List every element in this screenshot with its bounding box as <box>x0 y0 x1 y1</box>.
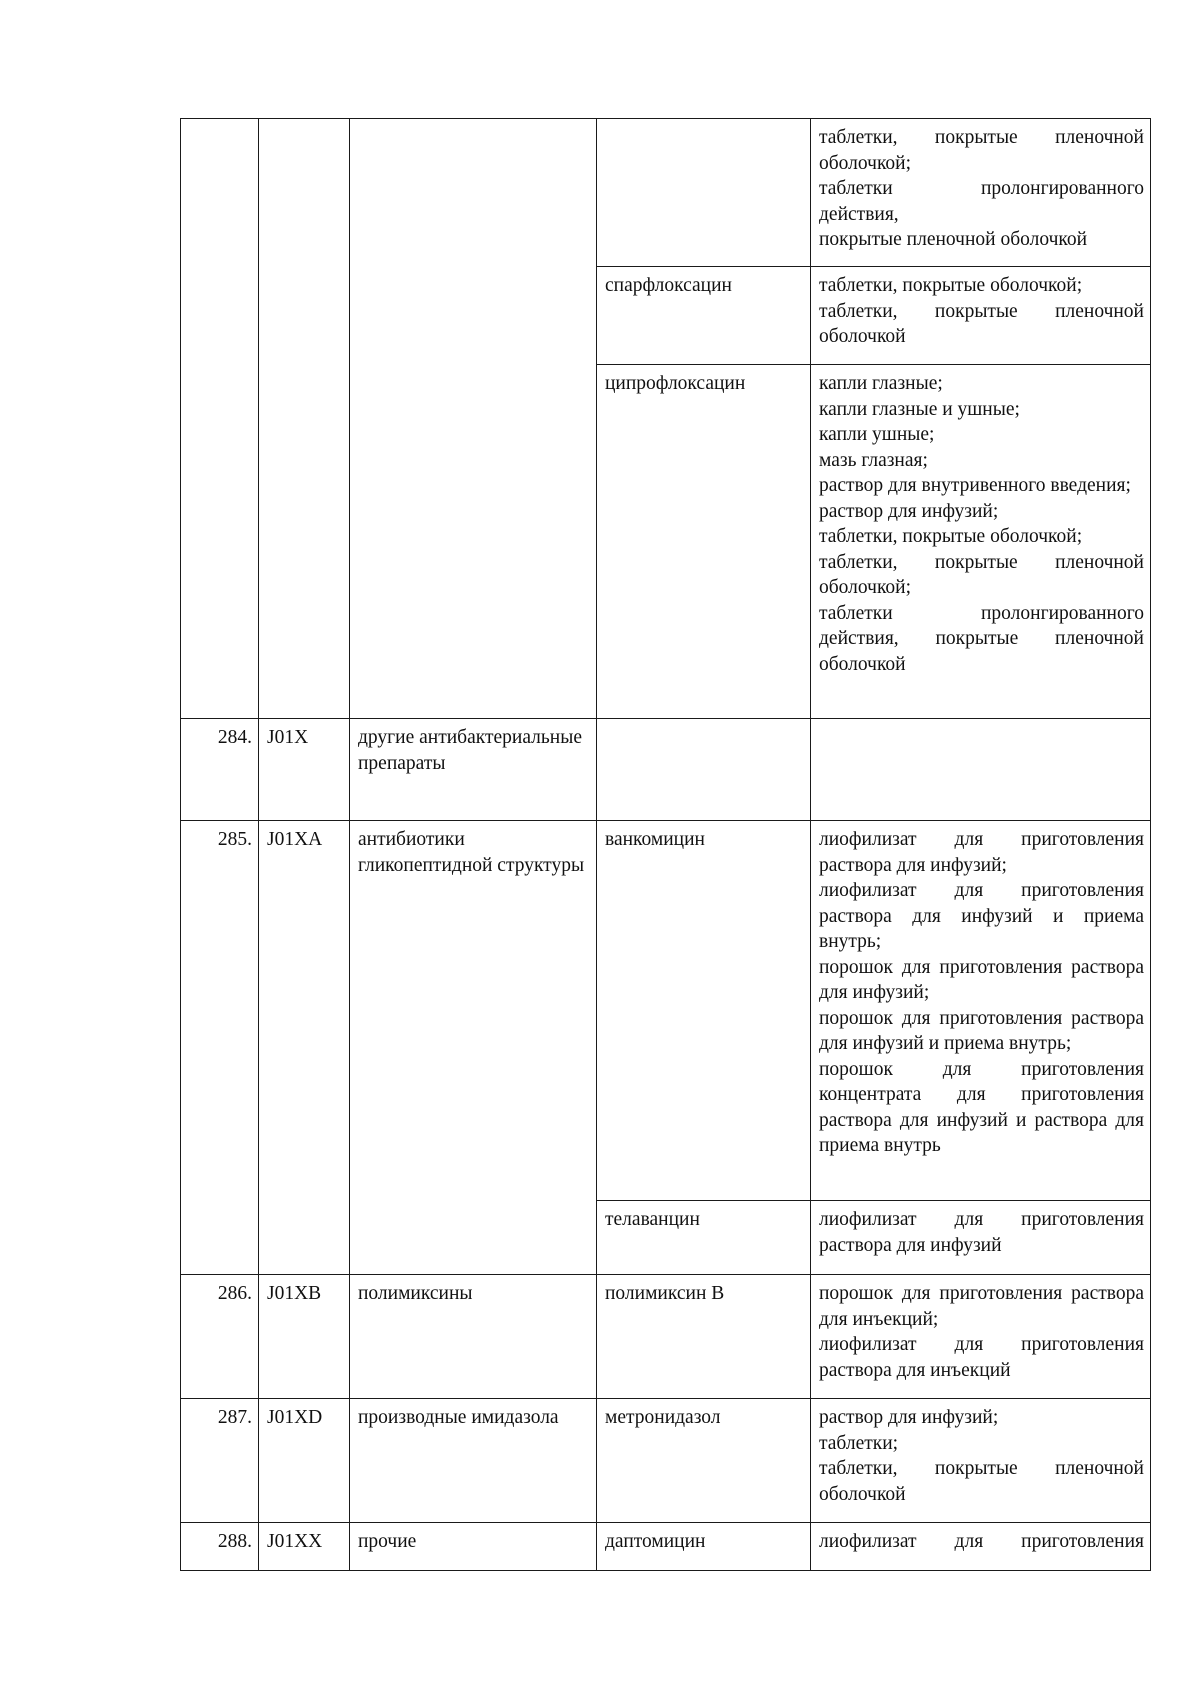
drug-name-cell <box>597 119 811 267</box>
dosage-form-item: таблетки; <box>819 1432 899 1454</box>
dosage-form-item: покрытые пленочной оболочкой <box>819 229 1088 250</box>
dosage-form-item: таблетки пролонгированного действия, <box>819 178 1144 225</box>
drug-name-cell: даптомицин <box>597 1523 811 1571</box>
dosage-form-item: таблетки, покрытые оболочкой; <box>819 526 1083 547</box>
atc-code-cell: J01X <box>259 719 350 821</box>
dosage-form-item: таблетки, покрытые оболочкой; <box>819 275 1083 296</box>
row-number-cell <box>181 119 259 719</box>
row-number-cell: 287. <box>181 1399 259 1523</box>
drug-name-cell: телаванцин <box>597 1201 811 1275</box>
row-number-cell: 286. <box>181 1275 259 1399</box>
dosage-form-item: порошок для приготовления раствора для инфузий и приема внутрь; <box>819 1007 1144 1054</box>
dosage-form-cell <box>811 1201 1151 1275</box>
atc-code-cell: J01XD <box>259 1399 350 1523</box>
dosage-form-cell <box>811 365 1151 719</box>
drug-name-cell: ванкомицин <box>597 821 811 1201</box>
dosage-form-item: порошок для приготовления раствора для инфузий; <box>819 956 1144 1003</box>
row-number-cell: 285. <box>181 821 259 1275</box>
dosage-form-item: таблетки, покрытые пленочной оболочкой <box>819 1458 1144 1505</box>
dosage-form-item: порошок для приготовления раствора для инъекций; <box>819 1283 1144 1330</box>
dosage-form-item: мазь глазная; <box>819 449 928 471</box>
drug-name-cell: спарфлоксацин <box>597 267 811 365</box>
table-row <box>181 719 1151 821</box>
dosage-form-item: таблетки пролонгированного действия, покрытые пленочной оболочкой <box>819 602 1144 675</box>
dosage-form-item: порошок для приготовления концентрата для приготовления раствора для инфузий и раствора для приема внутрь <box>819 1058 1144 1156</box>
atc-code-cell: J01XB <box>259 1275 350 1399</box>
group-name-cell: другие антибактериальные препараты <box>350 719 597 821</box>
group-name-cell: полимиксины <box>350 1275 597 1399</box>
table-row <box>181 1275 1151 1399</box>
drug-list-table <box>180 118 1151 1571</box>
dosage-form-item: раствор для инфузий; <box>819 500 999 522</box>
atc-code-cell: J01XX <box>259 1523 350 1571</box>
dosage-form-item: таблетки, покрытые пленочной оболочкой; <box>819 551 1144 598</box>
group-name-cell: антибиотики гликопептидной структуры <box>350 821 597 1275</box>
dosage-form-item: раствор для внутривенного введения; <box>819 475 1131 496</box>
dosage-form-cell <box>811 821 1151 1201</box>
group-name-cell: прочие <box>350 1523 597 1571</box>
drug-name-cell: метронидазол <box>597 1399 811 1523</box>
dosage-form-cell <box>811 1523 1151 1571</box>
dosage-form-item: раствор для инфузий; <box>819 1407 999 1428</box>
table-row <box>181 1523 1151 1571</box>
dosage-form-cell <box>811 719 1151 821</box>
row-number-cell: 284. <box>181 719 259 821</box>
drug-name-cell: ципрофлоксацин <box>597 365 811 719</box>
dosage-form-item: лиофилизат для приготовления раствора для инфузий <box>819 1209 1144 1256</box>
dosage-form-cell <box>811 1275 1151 1399</box>
drug-name-cell <box>597 719 811 821</box>
dosage-form-item: таблетки, покрытые пленочной оболочкой; <box>819 127 1144 174</box>
dosage-form-item: лиофилизат для приготовления раствора для инфузий и приема внутрь; <box>819 880 1144 952</box>
group-name-cell: производные имидазола <box>350 1399 597 1523</box>
dosage-form-item: лиофилизат для приготовления <box>819 1531 1144 1552</box>
dosage-form-item: лиофилизат для приготовления раствора для инъекций <box>819 1334 1144 1381</box>
atc-code-cell <box>259 119 350 719</box>
table-row <box>181 821 1151 1201</box>
table-row <box>181 1399 1151 1523</box>
drug-name-cell: полимиксин В <box>597 1275 811 1399</box>
dosage-form-cell <box>811 267 1151 365</box>
dosage-form-item: капли глазные; <box>819 373 943 394</box>
dosage-form-item: капли ушные; <box>819 424 935 445</box>
dosage-form-item: таблетки, покрытые пленочной оболочкой <box>819 300 1144 347</box>
dosage-form-cell <box>811 1399 1151 1523</box>
group-name-cell <box>350 119 597 719</box>
dosage-form-item: капли глазные и ушные; <box>819 398 1020 420</box>
atc-code-cell: J01XA <box>259 821 350 1275</box>
dosage-form-item: лиофилизат для приготовления раствора для инфузий; <box>819 829 1144 876</box>
table-row <box>181 119 1151 267</box>
row-number-cell: 288. <box>181 1523 259 1571</box>
dosage-form-cell <box>811 119 1151 267</box>
